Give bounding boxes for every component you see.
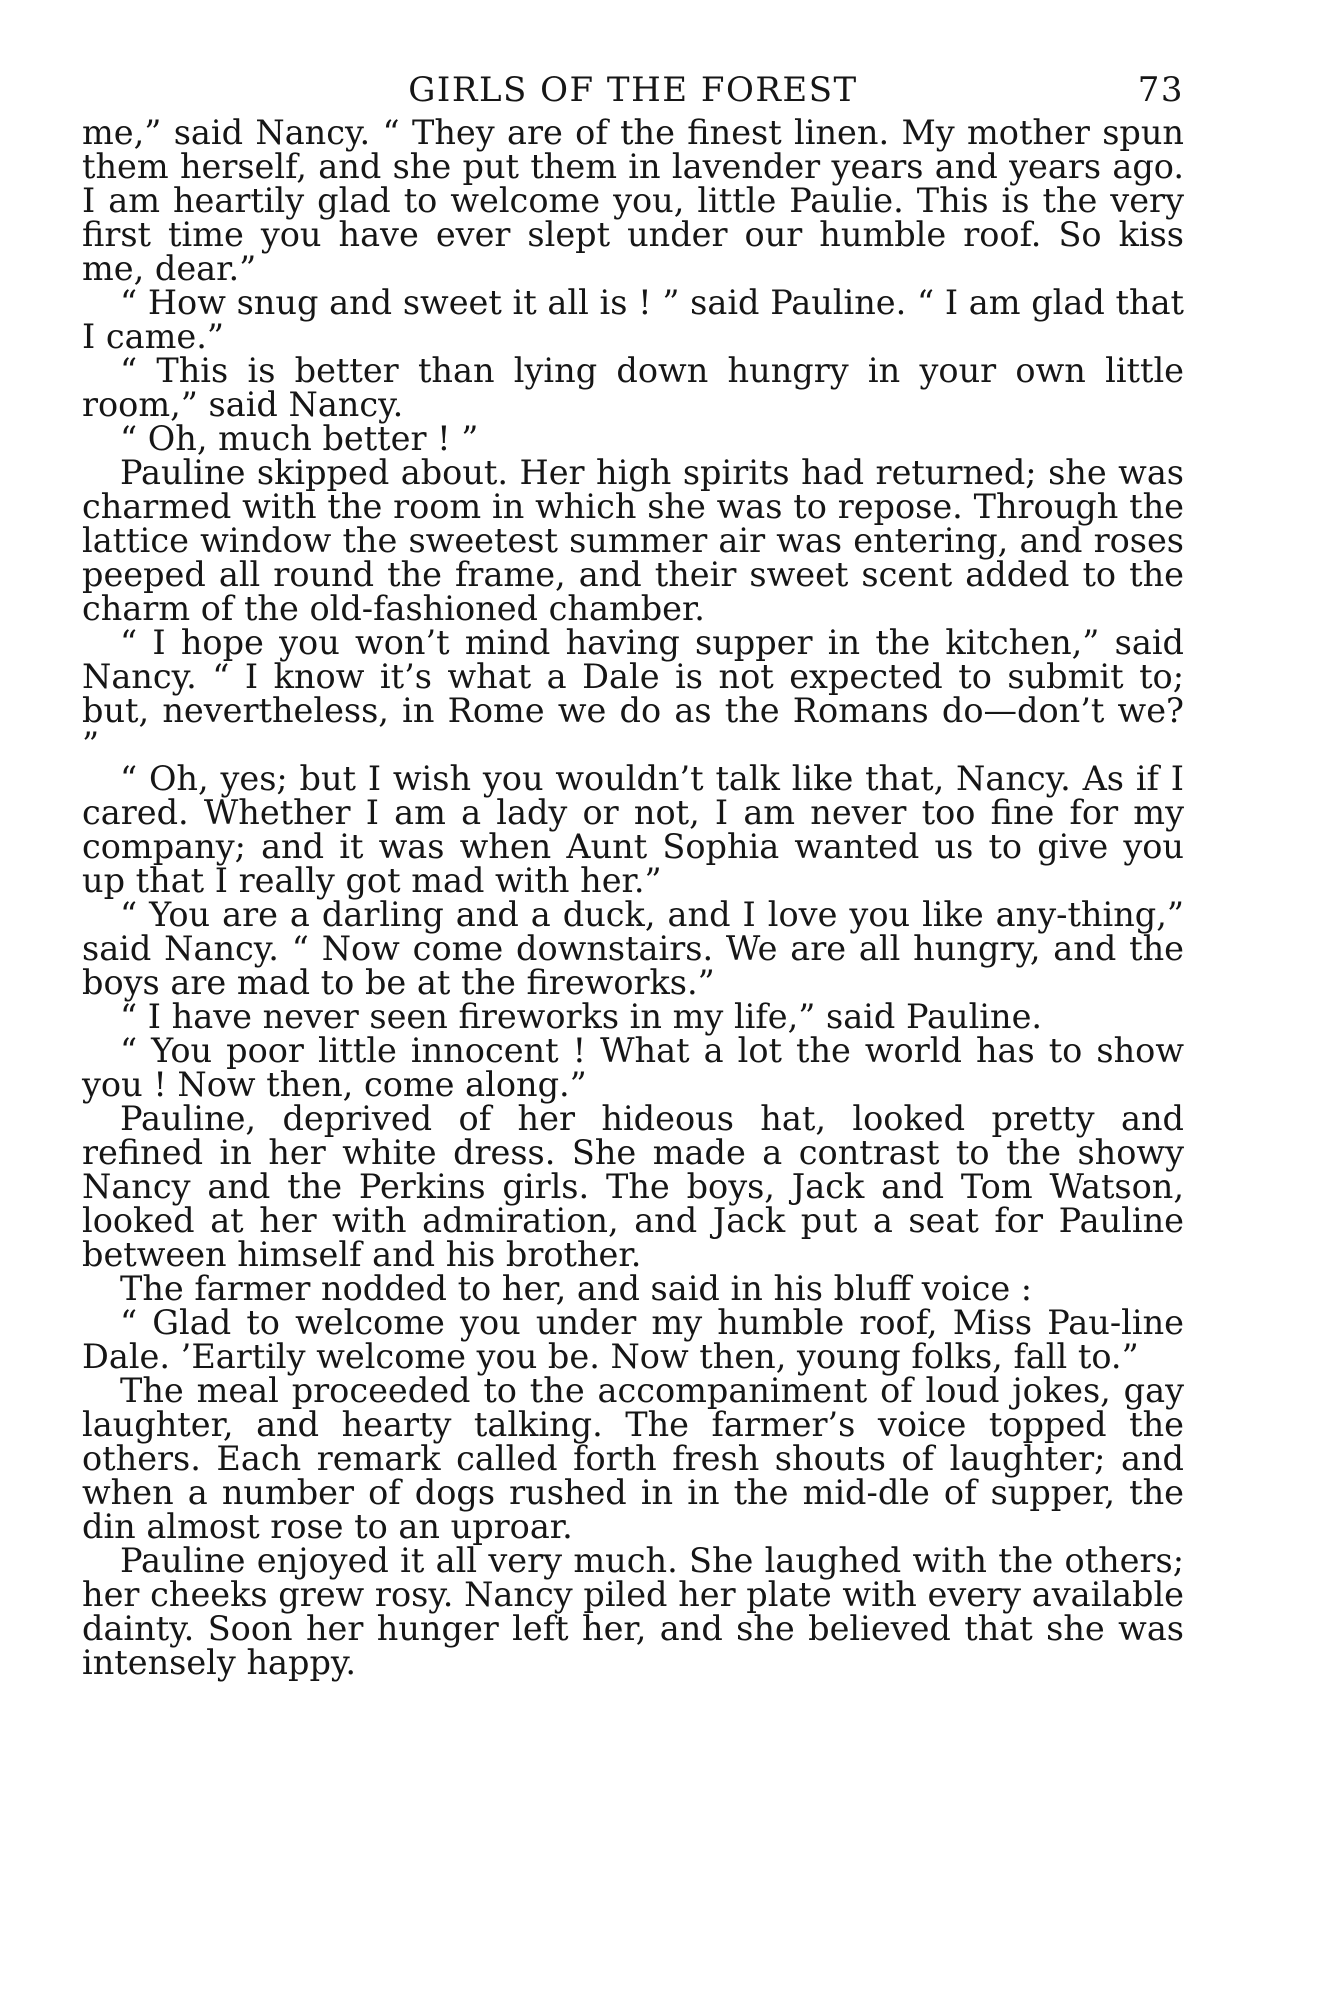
paragraph: “ You are a darling and a duck, and I love you like any-thing,” said Nancy. “ Now come downstairs. We are all hungry, and the boys are mad to be at the fireworks.” bbox=[82, 895, 1184, 1002]
body-text bbox=[82, 113, 1184, 1682]
running-header bbox=[82, 56, 1184, 116]
paragraph: Pauline enjoyed it all very much. She laughed with the others; her cheeks grew rosy. Nancy piled her plate with every available dainty. Soon her hunger left her, and she believed that she was intensely happy. bbox=[82, 1541, 1184, 1682]
running-title: GIRLS OF THE FOREST bbox=[408, 70, 858, 110]
paragraph: “ Oh, yes; but I wish you wouldn’t talk like that, Nancy. As if I cared. Whether I am a lady or not, I am never too fine for my company; and it was when Aunt Sophia wanted us to give you up that I really got mad with her.” bbox=[82, 759, 1184, 900]
page-number: 73 bbox=[1137, 70, 1184, 110]
paragraph: The meal proceeded to the accompaniment of loud jokes, gay laughter, and hearty talking. The farmer’s voice topped the others. Each remark called forth fresh shouts of laughter; and when a number of dogs rushed in in the mid-dle of supper, the din almost rose to an uproar. bbox=[82, 1371, 1184, 1546]
paragraph: “ This is better than lying down hungry in your own little room,” said Nancy. bbox=[82, 351, 1184, 424]
paragraph: Pauline, deprived of her hideous hat, looked pretty and refined in her white dress. She made a contrast to the showy Nancy and the Perkins girls. The boys, Jack and Tom Watson, looked at her with admiration, and Jack put a seat for Pauline between himself and his brother. bbox=[82, 1099, 1184, 1274]
paragraph: The farmer nodded to her, and said in his bluff voice : bbox=[120, 1269, 1033, 1308]
book-page bbox=[82, 56, 1184, 1680]
paragraph: Pauline skipped about. Her high spirits had returned; she was charmed with the room in which she was to repose. Through the lattice window the sweetest summer air was entering, and roses peeped all round the frame, and their sweet scent added to the charm of the old-fashioned chamber. bbox=[82, 453, 1184, 628]
paragraph: “ How snug and sweet it all is ! ” said Pauline. “ I am glad that I came.” bbox=[82, 283, 1184, 356]
paragraph: “ Oh, much better ! ” bbox=[120, 419, 479, 458]
paragraph: “ I have never seen fireworks in my life,” said Pauline. bbox=[120, 997, 1043, 1036]
paragraph: “ I hope you won’t mind having supper in the kitchen,” said Nancy. “ I know it’s what a Dale is not expected to submit to; but, nevertheless, in Rome we do as the Romans do—don’t we? ” bbox=[82, 623, 1184, 764]
paragraph: “ Glad to welcome you under my humble roof, Miss Pau-line Dale. ’Eartily welcome you be. Now then, young folks, fall to.” bbox=[82, 1303, 1184, 1376]
paragraph: me,” said Nancy. “ They are of the finest linen. My mother spun them herself, and she put them in lavender years and years ago. I am heartily glad to welcome you, little Paulie. This is the very first time you have ever slept under our humble roof. So kiss me, dear.” bbox=[82, 113, 1184, 288]
paragraph: “ You poor little innocent ! What a lot the world has to show you ! Now then, come along.” bbox=[82, 1031, 1184, 1104]
